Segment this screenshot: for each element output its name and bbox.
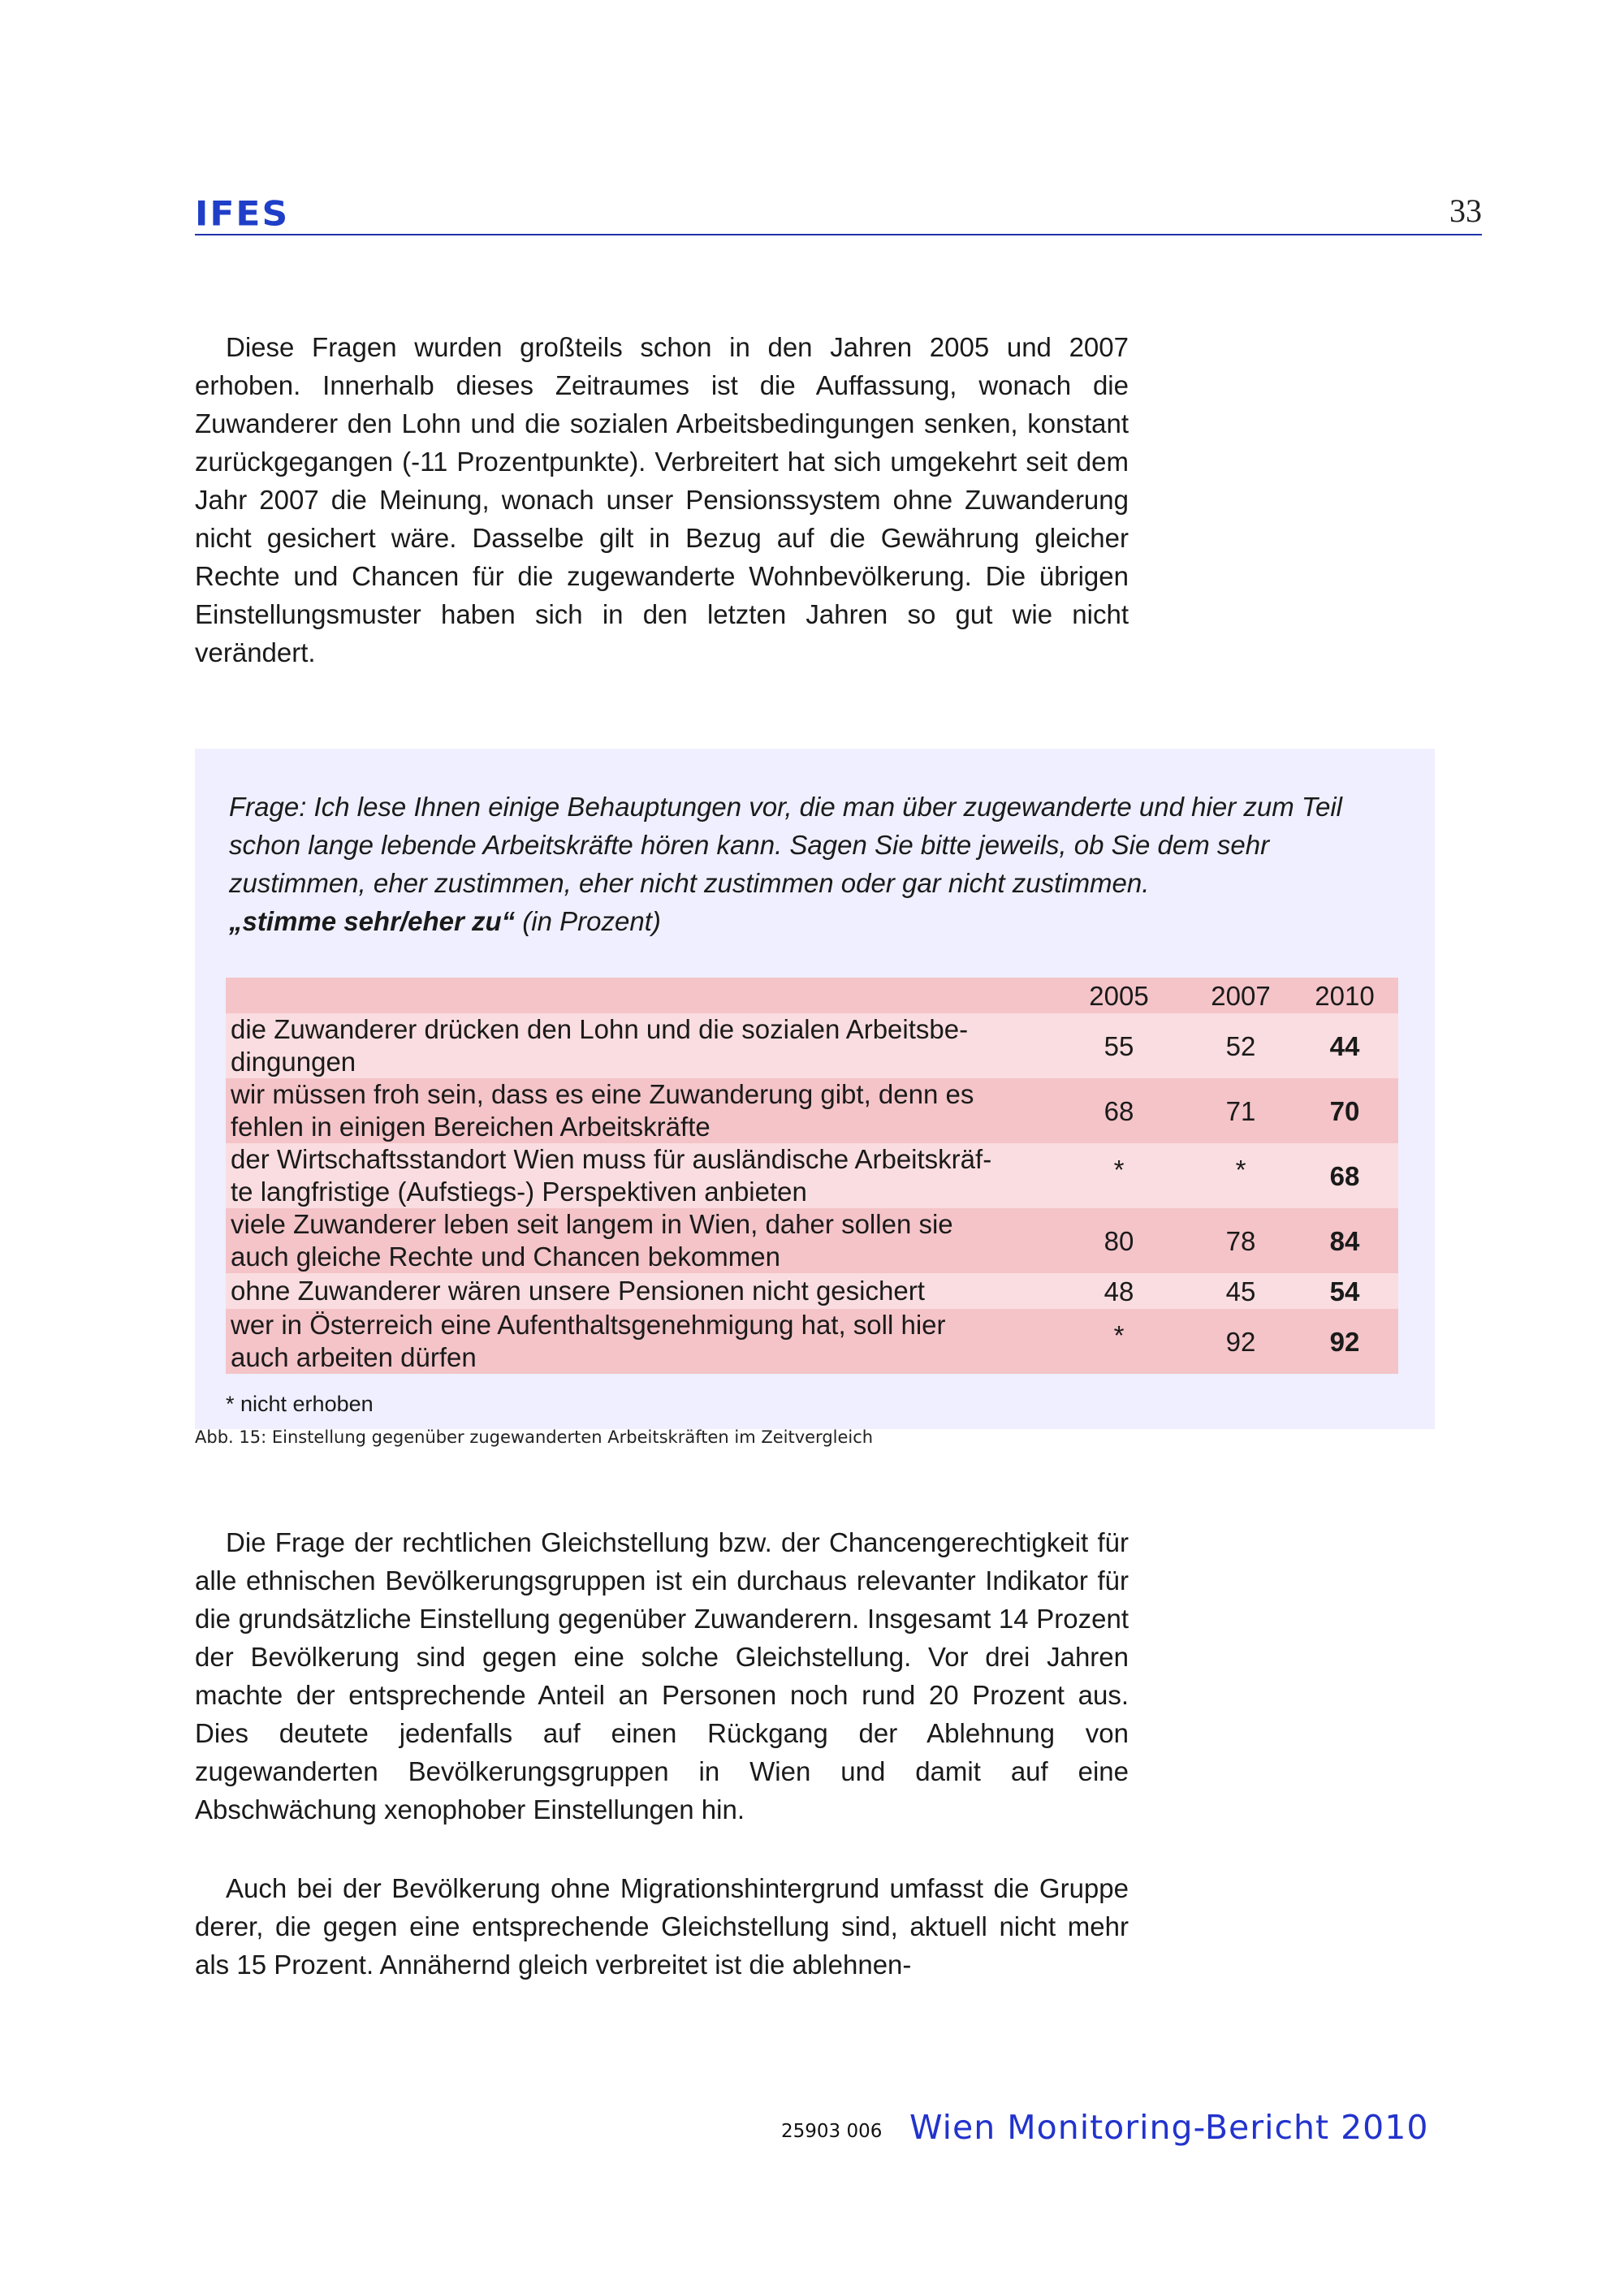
table-row xyxy=(226,1273,1398,1309)
table-footnote: * nicht erhoben xyxy=(226,1392,374,1416)
row-label xyxy=(231,1013,1059,1078)
value-2007: 52 xyxy=(1225,1031,1256,1061)
value-2007: 71 xyxy=(1225,1096,1256,1126)
question-text: Frage: Ich lese Ihnen einige Behauptungen vor, die man über zugewanderte und hier zum Teil schon lange lebende Arbeitskräfte hören kann. Sagen Sie bitte jeweils, ob Sie dem sehr zustimmen, eher zustimmen, eher nicht zustimmen oder gar nicht zustimmen. xyxy=(229,792,1343,898)
row-label xyxy=(231,1078,1059,1143)
body-paragraph-3: Auch bei der Bevölkerung ohne Migrationshintergrund umfasst die Gruppe derer, die gegen eine entsprechende Gleichstellung sind, aktuell nicht mehr als 15 Prozent. Annähernd gleich verbreitet ist die ablehnen- xyxy=(195,1873,1129,1980)
value-2005: * xyxy=(1113,1155,1125,1185)
figure-caption: Abb. 15: Einstellung gegenüber zugewanderten Arbeitskräften im Zeitvergleich xyxy=(195,1427,874,1447)
row-label-line-1: viele Zuwanderer leben seit langem in Wien, daher sollen sie xyxy=(231,1209,953,1239)
table-row xyxy=(226,1309,1398,1374)
value-2005: 55 xyxy=(1104,1031,1134,1061)
value-2010: 70 xyxy=(1329,1096,1360,1126)
survey-question xyxy=(229,788,1406,940)
value-2005: * xyxy=(1113,1320,1125,1350)
row-label-line-2: auch gleiche Rechte und Chancen bekommen xyxy=(231,1242,780,1272)
value-2005: 80 xyxy=(1104,1226,1134,1256)
value-2010: 54 xyxy=(1329,1276,1360,1306)
table-row xyxy=(226,1013,1398,1078)
report-title: Wien Monitoring-Bericht 2010 xyxy=(909,2108,1429,2147)
value-2010: 84 xyxy=(1329,1226,1360,1256)
row-label: ohne Zuwanderer wären unsere Pensionen nicht gesichert xyxy=(231,1276,925,1306)
row-label-line-1: wer in Österreich eine Aufenthaltsgenehmigung hat, soll hier xyxy=(231,1310,946,1340)
table-row xyxy=(226,1078,1398,1143)
row-label xyxy=(231,1208,1059,1273)
question-emphasis: „stimme sehr/eher zu“ xyxy=(229,906,516,936)
row-label-line-1: der Wirtschaftsstandort Wien muss für ausländische Arbeitskräf- xyxy=(231,1144,992,1174)
column-header-2007: 2007 xyxy=(1211,981,1271,1011)
table-header-row xyxy=(226,978,1398,1013)
page-number: 33 xyxy=(1449,192,1482,229)
value-2007: * xyxy=(1235,1155,1246,1185)
column-header-2005: 2005 xyxy=(1089,981,1149,1011)
ifes-logo: IFES xyxy=(195,194,290,234)
page-header xyxy=(195,188,1482,235)
report-id: 25903 006 xyxy=(781,2121,883,2142)
value-2005: 48 xyxy=(1104,1276,1134,1306)
row-label-line-2: auch arbeiten dürfen xyxy=(231,1342,477,1372)
row-label xyxy=(231,1309,1059,1374)
row-label-line-2: te langfristige (Aufstiegs-) Perspektiven anbieten xyxy=(231,1177,807,1207)
value-2010: 68 xyxy=(1329,1161,1360,1191)
value-2010: 44 xyxy=(1329,1031,1360,1061)
row-label xyxy=(231,1143,1059,1208)
table-row xyxy=(226,1208,1398,1273)
row-label-line-1: wir müssen froh sein, dass es eine Zuwanderung gibt, denn es xyxy=(231,1079,974,1109)
row-label-line-1: die Zuwanderer drücken den Lohn und die sozialen Arbeitsbe- xyxy=(231,1014,969,1044)
body-paragraph-2: Die Frage der rechtlichen Gleichstellung bzw. der Chancengerechtigkeit für alle ethnischen Bevölkerungsgruppen ist ein durchaus relevanter Indikator für die grundsätzliche Einstellung gegenüber Zuwanderern. Insgesamt 14 Prozent der Bevölkerung sind gegen eine solche Gleichstellung. Vor drei Jahren machte der entsprechende Anteil an Personen noch rund 20 Prozent aus. Dies deutete jedenfalls auf einen Rückgang der Ablehnung von zugewanderten Bevölkerungsgruppen in Wien und damit auf eine Abschwächung xenophober Einstellungen hin. xyxy=(195,1527,1129,1824)
body-paragraph-1: Diese Fragen wurden großteils schon in den Jahren 2005 und 2007 erhoben. Innerhalb dieses Zeitraumes ist die Auffassung, wonach die Zuwanderer den Lohn und die sozialen Arbeitsbedingungen senken, konstant zurückgegangen (-11 Prozentpunkte). Verbreitert hat sich umgekehrt seit dem Jahr 2007 die Meinung, wonach unser Pensionssystem ohne Zuwanderung nicht gesichert wäre. Dasselbe gilt in Bezug auf die Gewährung gleicher Rechte und Chancen für die zugewanderte Wohnbevölkerung. Die übrigen Einstellungsmuster haben sich in den letzten Jahren so gut wie nicht verändert. xyxy=(195,332,1129,667)
column-header-2010: 2010 xyxy=(1315,981,1375,1011)
value-2007: 45 xyxy=(1225,1276,1256,1306)
table-row xyxy=(226,1143,1398,1208)
value-2010: 92 xyxy=(1329,1327,1360,1357)
value-2007: 78 xyxy=(1225,1226,1256,1256)
row-label-line-2: dingungen xyxy=(231,1047,356,1077)
figure-box xyxy=(195,749,1435,1429)
unit-note: (in Prozent) xyxy=(522,906,661,936)
value-2005: 68 xyxy=(1104,1096,1134,1126)
value-2007: 92 xyxy=(1225,1327,1256,1357)
row-label-line-2: fehlen in einigen Bereichen Arbeitskräfte xyxy=(231,1112,710,1142)
